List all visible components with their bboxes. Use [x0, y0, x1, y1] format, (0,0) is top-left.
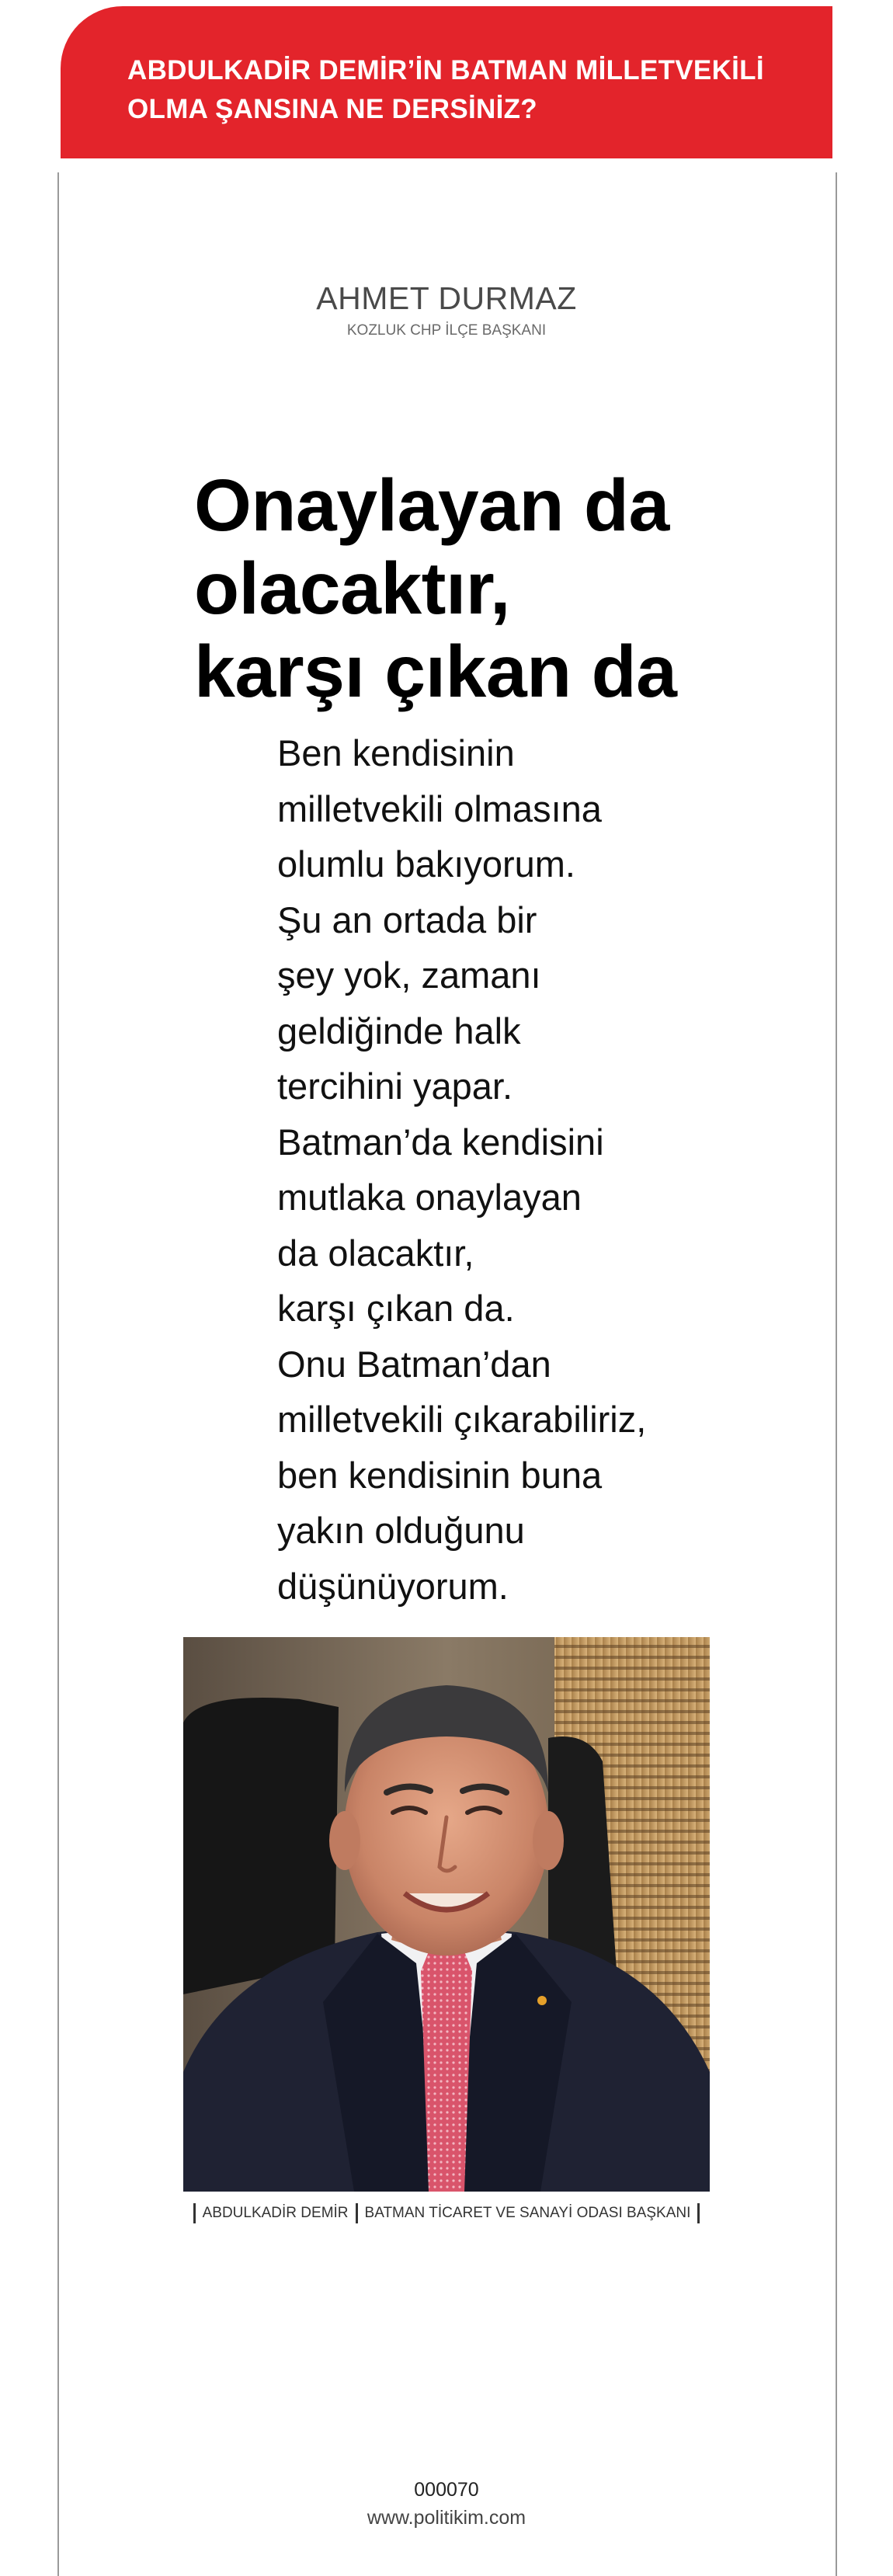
- quote-line: mutlaka onaylayan: [277, 1177, 582, 1218]
- quote-line: Batman’da kendisini: [277, 1121, 604, 1163]
- caption-separator: [193, 2203, 196, 2223]
- photo-tie: [421, 1948, 472, 2192]
- banner-title: [127, 51, 832, 129]
- quote-line: ben kendisinin buna: [277, 1454, 603, 1496]
- quote-line: yakın olduğunu: [277, 1510, 525, 1551]
- quote-line: Onu Batman’dan: [277, 1343, 551, 1385]
- photo-office-chair: [183, 1698, 339, 1994]
- author-name: AHMET DURMAZ: [316, 280, 577, 316]
- quote-body: [277, 725, 712, 1614]
- photo-caption: [0, 2202, 893, 2224]
- headline: [194, 464, 800, 714]
- quote-line: olumlu bakıyorum.: [277, 843, 575, 885]
- quote-line: karşı çıkan da.: [277, 1288, 515, 1329]
- caption-separator: [697, 2203, 700, 2223]
- photo-ear-left: [329, 1811, 360, 1870]
- quote-line: milletvekili olmasına: [277, 787, 602, 829]
- caption-separator: [356, 2203, 358, 2223]
- quote-line: milletvekili çıkarabiliriz,: [277, 1399, 647, 1440]
- quote-line: şey yok, zamanı: [277, 954, 541, 996]
- caption-name: ABDULKADİR DEMİR: [202, 2205, 349, 2221]
- quote-line: Şu an ortada bir: [277, 899, 537, 940]
- quote-line: geldiğinde halk: [277, 1010, 521, 1052]
- quote-line: Ben kendisinin: [277, 732, 515, 773]
- caption-title: BATMAN TİCARET VE SANAYİ ODASI BAŞKANI: [364, 2205, 691, 2221]
- headline-line-1: Onaylayan da: [194, 464, 669, 547]
- quote-line: da olacaktır,: [277, 1232, 474, 1274]
- banner-title-line-2: OLMA ŞANSINA NE DERSİNİZ?: [127, 94, 537, 124]
- quote-line: düşünüyorum.: [277, 1565, 509, 1607]
- portrait-illustration: [183, 1637, 710, 2192]
- headline-line-2: olacaktır,: [194, 548, 510, 630]
- photo-ear-right: [533, 1811, 564, 1870]
- website-link[interactable]: www.politikim.com: [367, 2507, 526, 2529]
- quote-line: tercihini yapar.: [277, 1066, 513, 1107]
- author-role: KOZLUK CHP İLÇE BAŞKANI: [346, 322, 547, 339]
- headline-line-3: karşı çıkan da: [194, 631, 677, 713]
- banner-title-line-1: ABDULKADİR DEMİR’İN BATMAN MİLLETVEKİLİ: [127, 55, 764, 85]
- page-number: 000070: [414, 2479, 479, 2501]
- photo-lapel-pin: [537, 1996, 547, 2005]
- portrait-photo: [183, 1637, 710, 2192]
- header-banner: [61, 6, 832, 158]
